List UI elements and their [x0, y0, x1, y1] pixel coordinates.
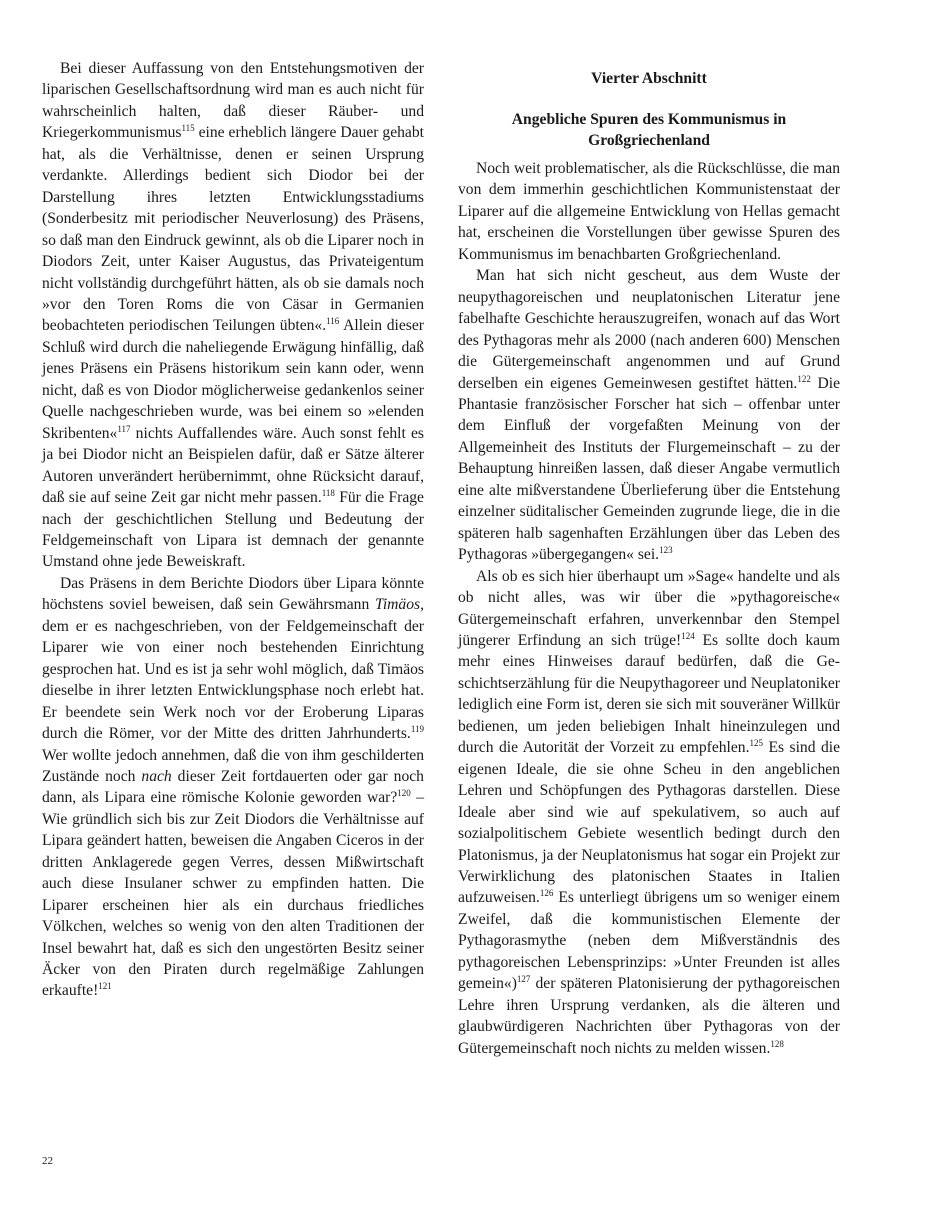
text-run: Noch weit problematischer, als die Rückschlüsse, die man von dem immerhin geschichtlichen Kommunistenstaat der Liparer auf die allgemeine Entwicklung von Hellas gemacht hat, erscheinen die Vorstellungen über gewisse Spuren des Kommunismus im benachbarten Großgriechenland. — [458, 160, 840, 263]
footnote-ref: 120 — [397, 788, 411, 799]
text-run: Die Phantasie französischer Forscher hat sich – offenbar unter dem Einfluß der vorgefaßten Meinung von der Allgemeinheit des Instituts der Flurgemeinschaft – zu der Behauptung hinreißen lassen, daß dieser Angabe vermutlich eine alte mißverstandene Überlieferung über die Entstehung einzelner süditalischer Gemeinden zugrunde liege, die in die späteren halb sagenhaften Erzählungen über das Leben des Pythagoras »übergegangen« sei. — [458, 374, 840, 564]
footnote-ref: 121 — [98, 981, 112, 992]
footnote-ref: 123 — [659, 545, 673, 556]
footnote-ref: 118 — [321, 488, 335, 499]
paragraph — [42, 573, 424, 1002]
left-column — [42, 58, 424, 1002]
paragraph — [458, 566, 840, 1059]
text-run: Allein dieser Schluß wird durch die naheliegende Erwägung hinfällig, daß jenes Präsens ein Präsens historikum sein kann oder, wenn nicht, daß es von Diodor möglicherweise gedankenlos seiner Quelle nachgeschrieben wurde, was bei einem so »elenden Skribenten« — [42, 317, 424, 442]
footnote-ref: 124 — [681, 630, 695, 641]
footnote-ref: 116 — [326, 316, 340, 327]
text-run: Es sollte doch kaum mehr eines Hinweises darauf bedürfen, daß die Geschichtserzählung für die Neupythagoreer und Neuplatoniker lediglich eine Form ist, deren sie sich mit souveräner Willkür bedienen, um jeden beliebigen Inhalt hineinzulegen und durch die Autorität der Vorzeit zu empfehlen. — [458, 631, 840, 757]
text-run: – Wie gründlich sich bis zur Zeit Diodors die Verhältnisse auf Lipara geändert hatten, beweisen die Angaben Ciceros in der dritten Anklagerede gegen Verres, dessen Mißwirtschaft auch diese Insulaner schwer zu empfinden hatten. Die Liparer erscheinen hier als ein durchaus friedliches Völkchen, welches so wenig von den alten Traditionen der Insel bewahrt hat, daß es sich den ungestörten Besitz seiner Äcker von den Piraten durch regelmäßige Zahlungen erkaufte! — [42, 789, 424, 1000]
section-title: Vierter Abschnitt — [591, 70, 707, 87]
text-run: Wer wollte jedoch annehmen, daß die von ihm geschilderten Zustände noch — [42, 746, 424, 785]
right-column — [458, 68, 840, 1059]
paragraph — [42, 58, 424, 573]
text-run: Für die Frage nach der geschichtlichen Stellung und Bedeutung der Feldgemeinschaft von Lipara ist demnach der genannte Umstand ohne jede Beweiskraft. — [42, 489, 424, 571]
footnote-ref: 117 — [117, 423, 131, 434]
emphasis-text: nach — [141, 767, 172, 785]
text-run: eine erheblich längere Dauer gehabt hat, als die Verhältnisse, denen er seinen Ursprung verdankte. Allerdings bedient sich Diodor bei der Darstellung ihres letzten Entwicklungsstadiums (Sonderbesitz mit periodischer Neuverlosung) des Präsens, so daß man den Eindruck gewinnt, als ob die Liparer noch in Diodors Zeit, unter Kaiser Augustus, das Privateigentum nicht vollständig durchgeführt hätten, als ob sie damals noch »vor den Toren Roms die von Cäsar in Germanien beobachteten periodischen Teilungen übten«. — [42, 124, 424, 335]
text-run: Es sind die eigenen Ideale, die sie ohne Scheu in den angeblichen Lehren und Schöpfungen des Pythagoras darstellen. Diese Ideale aber sind wie auf spekulativem, so auch auf sozialpolitischem Gebiete wesentlich bedingt durch den Platonismus, ja der Neuplatonismus hat sogar ein Projekt zur Verwirklichung des platonischen Staates in Italien aufzuweisen. — [458, 739, 840, 907]
chapter-title: Angebliche Spuren des Kommunismus in Großgriechenland — [511, 111, 787, 149]
text-run: nichts Auffallendes wäre. Auch sonst fehlt es ja bei Diodor nicht an Beispielen dafür, daß er Sätze älterer Autoren unverändert herübernimmt, ohne Rücksicht darauf, daß sie auf seine Zeit gar nicht mehr passen. — [42, 424, 424, 507]
text-run: Als ob es sich hier überhaupt um »Sage« handelte und als ob nicht alles, was wir über die »pythagoreische« Gütergemeinschaft erfahren, unverkennbar den Stempel jüngerer Erfindung an sich trüge! — [458, 567, 840, 649]
text-run: Man hat sich nicht gescheut, aus dem Wuste der neupythagoreischen und neuplatonischen Literatur jene fabelhafte Geschichte herauszugreifen, wonach auf das Wort des Pythagoras mehr als 2000 (nach anderen 600) Menschen die Gütergemeinschaft angenommen und auf Grund derselben ein eigenes Gemeinwesen gestiftet hätten. — [458, 267, 840, 392]
footnote-ref: 115 — [181, 123, 195, 134]
text-run: Das Präsens in dem Berichte Diodors über Lipara könnte höchstens soviel beweisen, daß sein Gewährsmann — [42, 574, 424, 614]
footnote-ref: 125 — [749, 738, 763, 749]
footnote-ref: 128 — [770, 1038, 784, 1049]
emphasis-text: Timäos, — [375, 596, 424, 614]
footnote-ref: 122 — [797, 373, 811, 384]
paragraph — [458, 158, 840, 265]
text-run: Es unterliegt übrigens um so weniger einem Zweifel, daß die kommunistischen Elemente der Pythagorasmythe (neben dem Mißverständnis des pythagoreischen Lebensprinzips: »Unter Freunden ist alles gemein«) — [458, 889, 840, 993]
text-run: der späteren Platonisierung der pythagoreischen Lehre ihren Ursprung verdanken, als die älteren und glaubwürdigeren Nachrichten über Pythagoras von der Gütergemeinschaft noch nichts zu melden wissen. — [458, 975, 840, 1057]
text-run: dem er es nachgeschrieben, von der Feldgemeinschaft der Liparer wie von einer noch bestehenden Einrichtung gesprochen hat. Und es ist ja sehr wohl möglich, daß Timäos dieselbe in ihrer letzten Entwicklungsphase noch erlebt hat. Er beendete sein Werk noch vor der Eroberung Liparas durch die Römer, vor der Mitte des dritten Jahrhunderts. — [42, 617, 424, 743]
text-run: Bei dieser Auffassung von den Entstehungsmotiven der liparischen Gesellschaftsordnung wird man es auch nicht für wahrscheinlich halten, daß dieser Räuber- und Kriegerkommunismus — [42, 60, 424, 142]
footnote-ref: 119 — [410, 724, 424, 735]
footnote-ref: 127 — [516, 974, 531, 985]
text-run: dieser Zeit fortdauerten oder gar noch dann, als Lipara eine römische Kolonie geworden war? — [42, 767, 424, 807]
footnote-ref: 126 — [539, 888, 554, 899]
paragraph — [458, 265, 840, 565]
page-number: 22 — [42, 1155, 53, 1167]
